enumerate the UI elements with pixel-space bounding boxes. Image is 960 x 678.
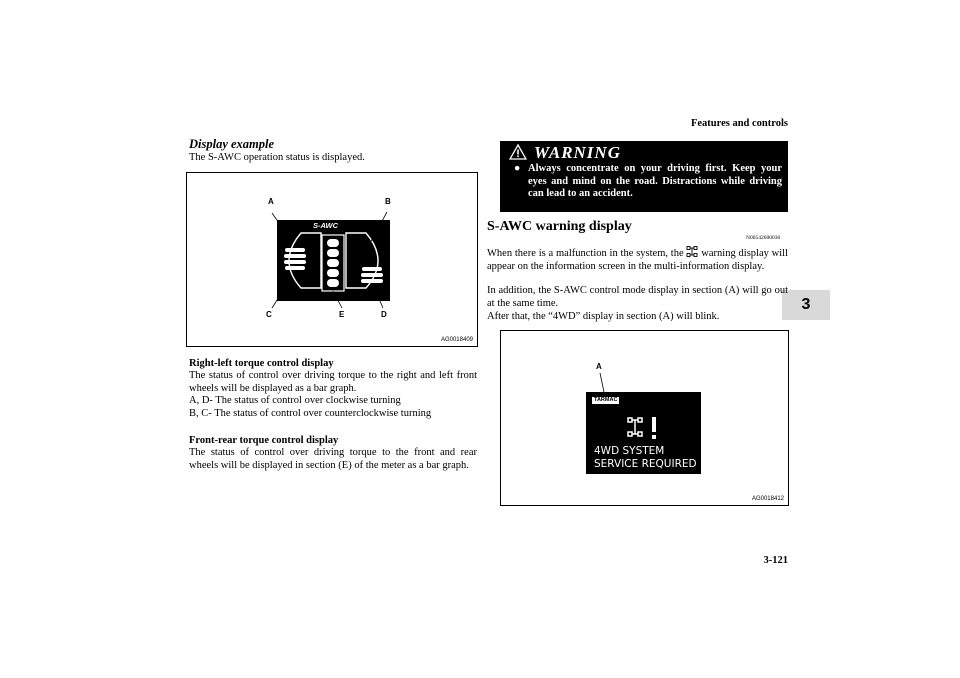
mode-badge: TARMAC <box>594 397 618 403</box>
legend-text: The status of control over counterclockwise turning <box>214 408 432 419</box>
legend-row-1 <box>189 395 477 408</box>
s-awc-meter-figure <box>186 172 478 347</box>
warning-text: Always concentrate on your driving first. Keep your eyes and mind on the road. Distractions while driving can lead to an accident. <box>528 163 782 199</box>
warning-bullet: ● <box>514 163 521 174</box>
label-a: A <box>268 197 274 206</box>
figure-id: AG0018412 <box>751 496 784 502</box>
para-malfunction-end: warning display will appear on the information screen in the multi-information display. <box>487 248 789 272</box>
para-control-mode: In addition, the S-AWC control mode display in section (A) will go out at the same time. <box>487 285 788 309</box>
info-screen <box>586 392 701 474</box>
screen-line-2: SERVICE REQUIRED <box>594 458 697 470</box>
label-c: C <box>266 310 272 319</box>
legend-text: The status of control over clockwise turning <box>215 395 401 406</box>
right-bars <box>361 267 383 283</box>
warning-text-block <box>514 163 782 201</box>
para-malfunction <box>487 246 788 273</box>
drivetrain-warning-icon <box>626 416 666 442</box>
drivetrain-warning-icon <box>686 246 698 257</box>
chapter-tab[interactable]: 3 <box>782 290 830 320</box>
warning-screen-figure <box>500 330 789 506</box>
para-4wd-blink: After that, the “4WD” display in section (A) will blink. <box>487 311 720 322</box>
section-title: S-AWC warning display <box>487 219 632 234</box>
legend-row-2 <box>189 408 477 421</box>
s-awc-meter-illustration <box>187 173 477 346</box>
legend-key: A, D- <box>189 395 213 406</box>
center-bars <box>327 239 339 287</box>
legend-key: B, C- <box>189 408 212 419</box>
figure-id: AG0018409 <box>440 337 473 343</box>
s-awc-logo: S-AWC <box>313 221 338 230</box>
screen-line-1: 4WD SYSTEM <box>594 445 665 457</box>
label-a: A <box>596 362 602 371</box>
display-example-title: Display example <box>189 137 275 151</box>
section-code: N00542600036 <box>746 235 781 241</box>
page-number: 3-121 <box>763 555 788 566</box>
warning-box <box>500 141 788 212</box>
right-left-title: Right-left torque control display <box>189 358 334 369</box>
front-rear-title: Front-rear torque control display <box>189 435 339 446</box>
label-b: B <box>385 197 391 206</box>
para-malfunction-start: When there is a malfunction in the system, the <box>487 248 684 259</box>
label-d: D <box>381 310 387 319</box>
display-example-text: The S-AWC operation status is displayed. <box>189 152 365 163</box>
right-left-text: The status of control over driving torque to the right and left front wheels will be displayed as a bar graph. <box>189 370 477 394</box>
warning-triangle-icon <box>509 144 527 160</box>
warning-title: WARNING <box>534 143 621 162</box>
front-rear-text: The status of control over driving torque to the front and rear wheels will be displayed in section (E) of the meter as a bar graph. <box>189 447 477 471</box>
label-e: E <box>339 310 345 319</box>
running-header: Features and controls <box>690 118 788 129</box>
